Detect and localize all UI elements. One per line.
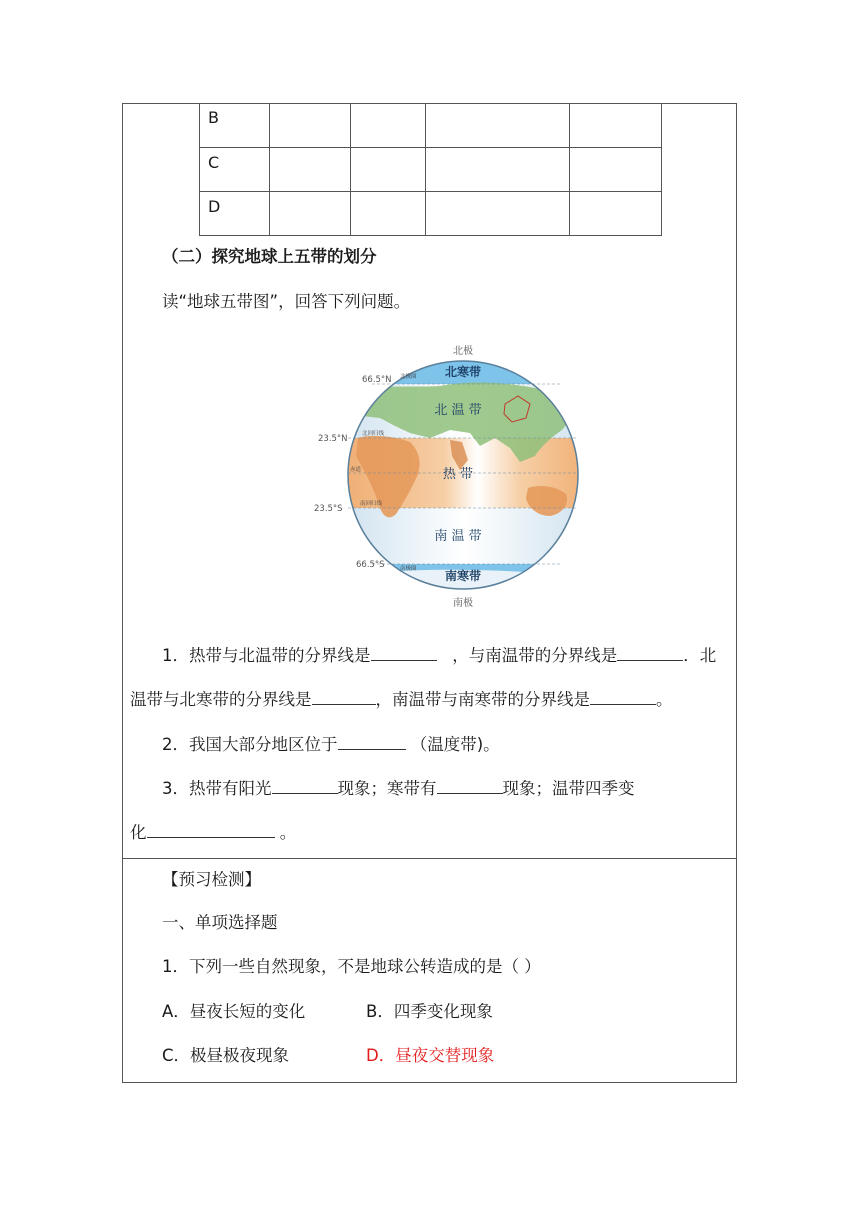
row-label: C bbox=[200, 147, 270, 191]
table-cell bbox=[426, 147, 570, 191]
lat-665s-label: 66.5°S bbox=[356, 560, 385, 570]
antarctic-circle-label: 南极圈 bbox=[400, 566, 417, 572]
answer-blank[interactable] bbox=[590, 688, 656, 705]
table-cell bbox=[270, 147, 351, 191]
table-cell bbox=[351, 103, 426, 147]
preview-section: 一、单项选择题 bbox=[162, 913, 278, 932]
q3-text-a: 3．热带有阳光 bbox=[162, 779, 272, 798]
section-heading: （二）探究地球上五带的划分 bbox=[162, 247, 377, 266]
question-3-line-1 bbox=[162, 777, 635, 800]
tropical-label: 热 带 bbox=[442, 467, 474, 482]
data-table bbox=[199, 103, 662, 236]
table-cell bbox=[351, 191, 426, 235]
question-3-line-2 bbox=[130, 821, 296, 844]
q3-text-d: 化 bbox=[130, 823, 147, 842]
lat-235n-label: 23.5°N bbox=[318, 434, 348, 444]
instruction-text: 读“地球五带图”，回答下列问题。 bbox=[162, 292, 411, 311]
answer-blank[interactable] bbox=[312, 688, 376, 705]
table-cell bbox=[570, 191, 662, 235]
north-temperate-label: 北 温 带 bbox=[434, 403, 482, 418]
question-2 bbox=[162, 733, 500, 756]
option-c[interactable]: C．极昼极夜现象 bbox=[162, 1046, 290, 1065]
q1-text-f: 。 bbox=[656, 690, 673, 709]
question-1-line-1 bbox=[162, 644, 716, 667]
answer-blank[interactable] bbox=[272, 777, 338, 794]
row-label: D bbox=[200, 191, 270, 235]
table-cell bbox=[351, 147, 426, 191]
table-cell bbox=[426, 103, 570, 147]
lat-235s-label: 23.5°S bbox=[314, 504, 343, 514]
answer-blank[interactable] bbox=[147, 821, 275, 838]
equator-label: 赤道 bbox=[350, 467, 362, 473]
q1-text-a: 1．热带与北温带的分界线是 bbox=[162, 646, 371, 665]
table-cell bbox=[270, 103, 351, 147]
option-a[interactable]: A．昼夜长短的变化 bbox=[162, 1002, 306, 1021]
q1-text-d: 温带与北寒带的分界线是 bbox=[130, 690, 312, 709]
option-b[interactable]: B．四季变化现象 bbox=[366, 1002, 493, 1021]
north-pole-label: 北极 bbox=[453, 346, 473, 357]
q1-text-e: ，南温带与南寒带的分界线是 bbox=[375, 690, 590, 709]
question-1-line-2 bbox=[130, 688, 673, 711]
q2-text-b: （温度带)。 bbox=[410, 735, 500, 754]
section-divider bbox=[122, 858, 737, 859]
table-cell bbox=[426, 191, 570, 235]
north-frigid-label: 北寒带 bbox=[444, 365, 482, 379]
tropic-cancer-label: 北回归线 bbox=[362, 431, 385, 437]
table-cell bbox=[570, 147, 662, 191]
answer-blank[interactable] bbox=[338, 733, 406, 750]
row-label: B bbox=[200, 103, 270, 147]
q3-text-b: 现象；寒带有 bbox=[337, 779, 437, 798]
q2-text-a: 2．我国大部分地区位于 bbox=[162, 735, 338, 754]
answer-blank[interactable] bbox=[437, 777, 503, 794]
table-row bbox=[200, 103, 662, 147]
south-frigid-label: 南寒带 bbox=[444, 569, 482, 583]
option-d-answer[interactable]: D．昼夜交替现象 bbox=[366, 1046, 495, 1065]
preview-question: 1．下列一些自然现象，不是地球公转造成的是（ ） bbox=[162, 957, 541, 976]
tropic-capricorn-label: 南回归线 bbox=[360, 501, 383, 507]
lat-665n-label: 66.5°N bbox=[362, 375, 392, 385]
q3-text-e: 。 bbox=[279, 823, 297, 842]
q3-text-c: 现象；温带四季变 bbox=[502, 779, 635, 798]
five-zones-map bbox=[300, 338, 600, 610]
arctic-circle-label: 北极圈 bbox=[400, 374, 417, 380]
south-temperate-label: 南 温 带 bbox=[434, 529, 482, 544]
table-row bbox=[200, 191, 662, 235]
table-row bbox=[200, 147, 662, 191]
table-cell bbox=[270, 191, 351, 235]
answer-blank[interactable] bbox=[371, 644, 437, 661]
preview-title: 【预习检测】 bbox=[162, 870, 261, 889]
answer-blank[interactable] bbox=[617, 644, 683, 661]
q1-text-b: ，与南温带的分界线是 bbox=[452, 646, 618, 665]
table-cell bbox=[570, 103, 662, 147]
south-pole-label: 南极 bbox=[453, 598, 473, 609]
q1-text-c: ．北 bbox=[683, 646, 717, 665]
